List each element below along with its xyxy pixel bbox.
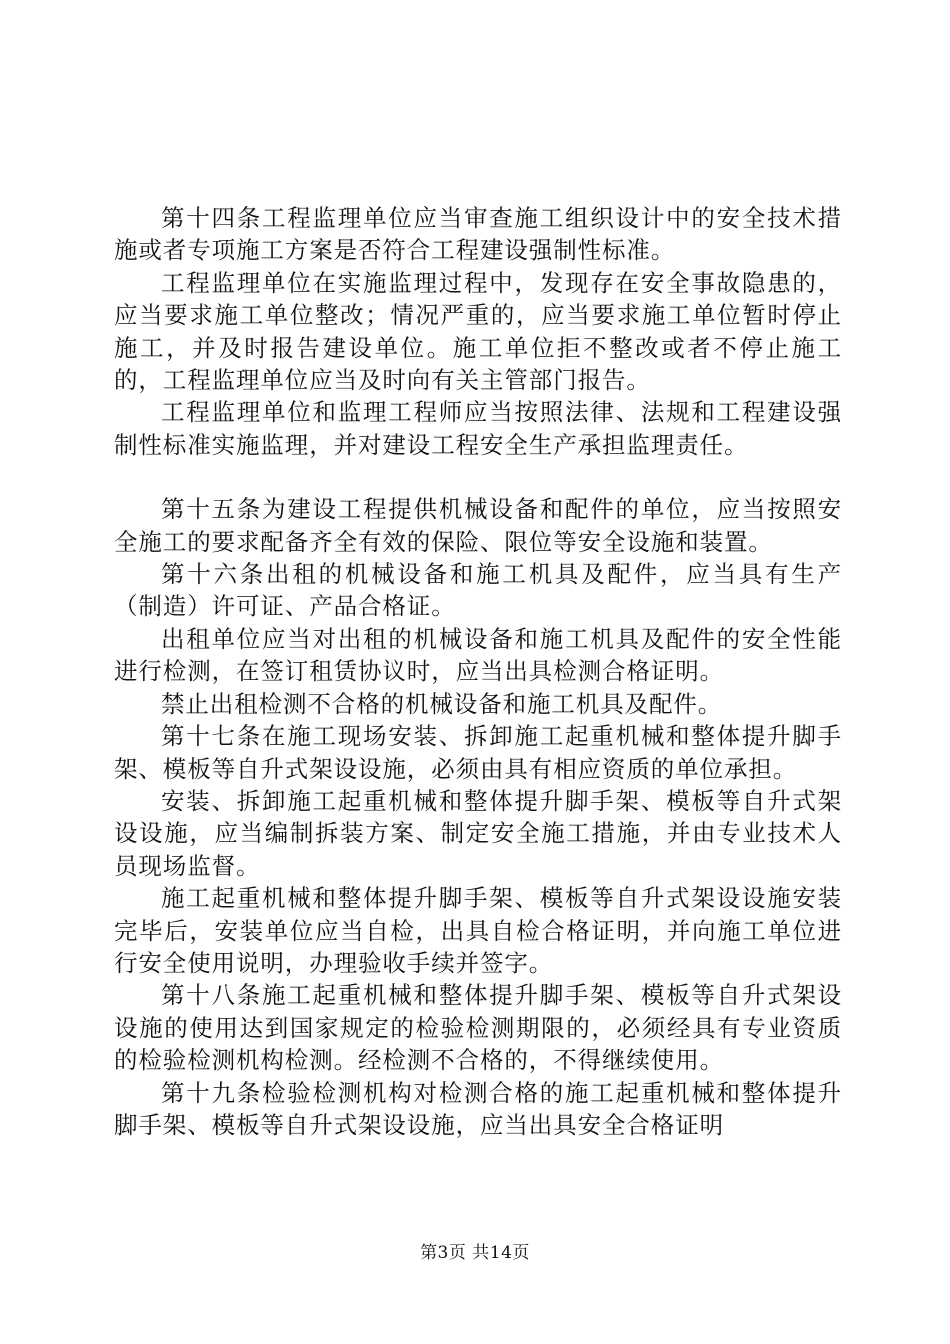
article-17-acceptance-paragraph: 施工起重机械和整体提升脚手架、模板等自升式架设设施安装完毕后，安装单位应当自检，出具自检合格证明，并向施工单位进行安全使用说明，办理验收手续并签字。 (114, 884, 842, 977)
article-16-prohibition-paragraph: 禁止出租检测不合格的机械设备和施工机具及配件。 (161, 689, 723, 718)
article-17-paragraph: 第十七条在施工现场安装、拆卸施工起重机械和整体提升脚手架、模板等自升式架设设施，必须由具有相应资质的单位承担。 (114, 722, 842, 783)
document-body (114, 202, 842, 1141)
article-18-paragraph: 第十八条施工起重机械和整体提升脚手架、模板等自升式架设设施的使用达到国家规定的检验检测期限的，必须经具有专业资质的检验检测机构检测。经检测不合格的，不得继续使用。 (114, 981, 842, 1075)
article-16-paragraph: 第十六条出租的机械设备和施工机具及配件，应当具有生产（制造）许可证、产品合格证。 (114, 560, 842, 621)
page-number-footer: 第3页 共14页 (420, 1243, 530, 1263)
article-16-inspection-paragraph: 出租单位应当对出租的机械设备和施工机具及配件的安全性能进行检测，在签订租赁协议时，应当出具检测合格证明。 (114, 624, 842, 686)
article-14-paragraph: 第十四条工程监理单位应当审查施工组织设计中的安全技术措施或者专项施工方案是否符合工程建设强制性标准。 (114, 204, 842, 265)
article-14-responsibility-paragraph: 工程监理单位和监理工程师应当按照法律、法规和工程建设强制性标准实施监理，并对建设工程安全生产承担监理责任。 (114, 398, 842, 459)
article-17-plan-paragraph: 安装、拆卸施工起重机械和整体提升脚手架、模板等自升式架设设施，应当编制拆装方案、制定安全施工措施，并由专业技术人员现场监督。 (114, 786, 842, 880)
article-15-paragraph: 第十五条为建设工程提供机械设备和配件的单位，应当按照安全施工的要求配备齐全有效的保险、限位等安全设施和装置。 (114, 495, 842, 556)
article-14-supervision-paragraph: 工程监理单位在实施监理过程中，发现存在安全事故隐患的，应当要求施工单位整改；情况严重的，应当要求施工单位暂时停止施工，并及时报告建设单位。施工单位拒不整改或者不停止施工的，工程监理单位应当及时向有关主管部门报告。 (114, 268, 842, 395)
article-19-paragraph: 第十九条检验检测机构对检测合格的施工起重机械和整体提升脚手架、模板等自升式架设设施，应当出具安全合格证明 (114, 1078, 842, 1139)
